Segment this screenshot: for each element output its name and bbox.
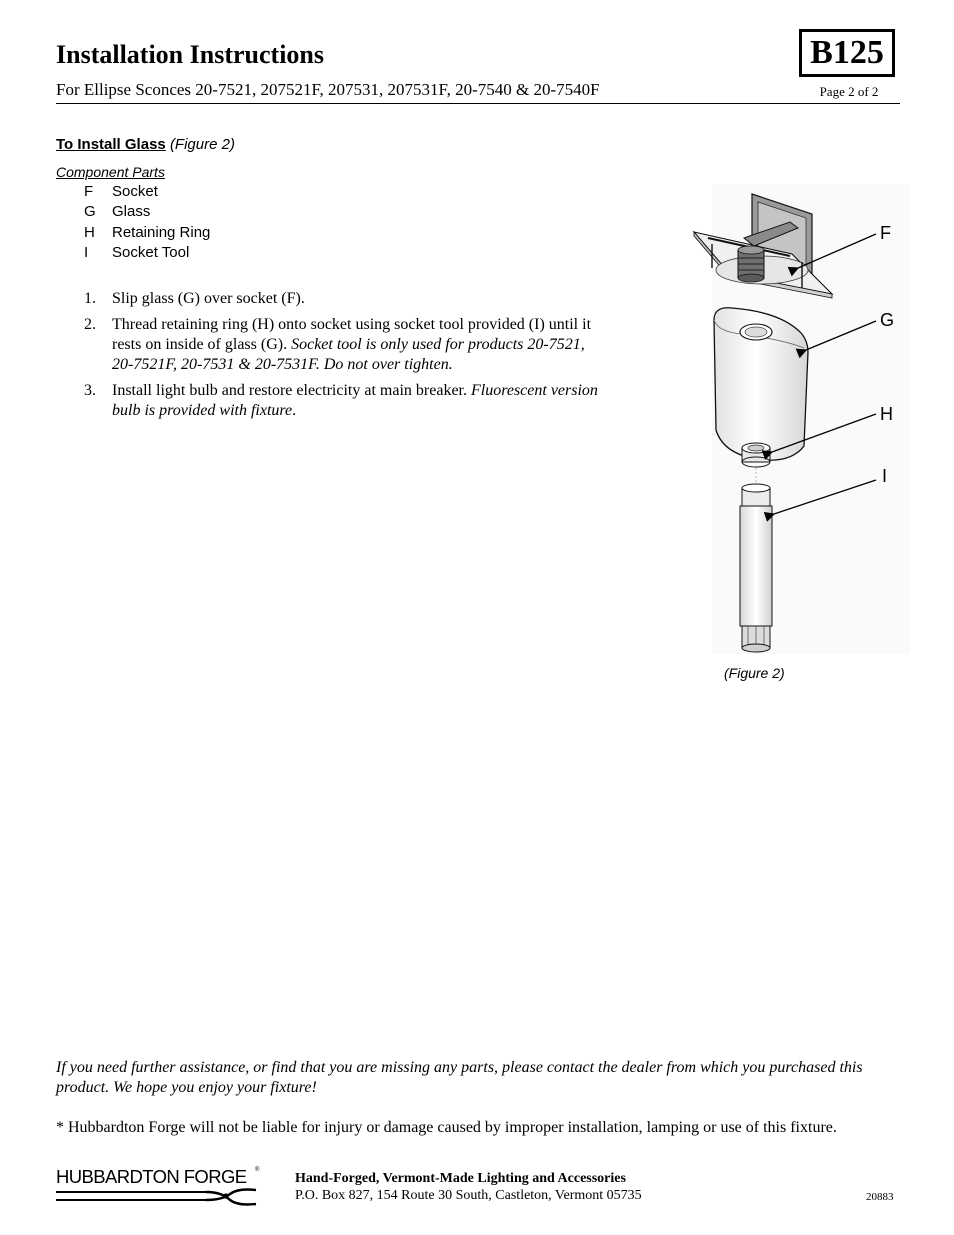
liability-disclaimer: * Hubbardton Forge will not be liable for injury or damage caused by improper installation, lamping or use of this fixture. bbox=[56, 1119, 837, 1136]
company-address: P.O. Box 827, 154 Route 30 South, Castleton, Vermont 05735 bbox=[295, 1188, 642, 1203]
part-name: Socket Tool bbox=[112, 243, 190, 261]
document-number-badge: B125 bbox=[799, 29, 895, 77]
step-number: 3. bbox=[84, 382, 96, 399]
part-letter: G bbox=[84, 203, 96, 221]
component-parts-heading: Component Parts bbox=[56, 164, 165, 180]
part-letter: I bbox=[84, 243, 89, 261]
assistance-note: If you need further assistance, or find that you are missing any parts, please contact the dealer from which you purchased this product. We hope you enjoy your fixture! bbox=[56, 1059, 863, 1096]
step-text: Thread retaining ring (H) onto socket using socket tool provided (I) bbox=[112, 316, 545, 333]
callout-label-f: F bbox=[880, 223, 891, 243]
company-tagline: Hand-Forged, Vermont-Made Lighting and Accessories bbox=[295, 1171, 626, 1186]
figure-caption: (Figure 2) bbox=[724, 665, 785, 681]
part-letter: F bbox=[84, 183, 94, 200]
page-title: Installation Instructions bbox=[56, 40, 324, 69]
list-item bbox=[84, 183, 210, 203]
part-name: Socket bbox=[112, 183, 158, 200]
socket-f bbox=[738, 246, 764, 282]
section-heading bbox=[56, 136, 235, 153]
step-number: 1. bbox=[84, 290, 96, 307]
section-figure-ref: (Figure 2) bbox=[169, 136, 235, 153]
step-item bbox=[84, 289, 604, 309]
callout-label-h: H bbox=[880, 404, 893, 424]
instruction-steps bbox=[84, 289, 604, 427]
callout-label-i: I bbox=[882, 466, 888, 486]
step-note: Fluorescent version bulb is provided with fixture bbox=[112, 382, 598, 419]
part-letter: H bbox=[84, 223, 95, 241]
list-item bbox=[84, 203, 210, 223]
step-note: Socket tool is only used for products 20-7521, 20-7521F, 20-7531 & 20-7531F. Do not over tighten. bbox=[112, 336, 585, 373]
step-text: Install light bulb and restore electricity at main breaker. bbox=[112, 382, 467, 399]
step-text: Slip glass (G) over socket (F). bbox=[112, 290, 305, 307]
header-divider bbox=[56, 103, 900, 104]
page-subtitle: For Ellipse Sconces 20-7521, 207521F, 207531, 207531F, 20-7540 & 20-7540F bbox=[56, 80, 600, 99]
part-name: Retaining Ring bbox=[112, 223, 211, 241]
list-item bbox=[84, 224, 210, 244]
step-item bbox=[84, 381, 604, 421]
hubbardton-forge-logo bbox=[56, 1166, 266, 1210]
document-code: 20883 bbox=[866, 1191, 894, 1203]
step-text-continued: until it rests on inside of glass (G). bbox=[112, 316, 592, 353]
logo-registered-mark: ® bbox=[255, 1167, 260, 1173]
callout-label-g: G bbox=[880, 310, 895, 330]
section-title: To Install Glass bbox=[56, 136, 166, 153]
part-name: Glass bbox=[112, 203, 151, 221]
list-item bbox=[84, 244, 210, 264]
glass-g bbox=[714, 308, 808, 460]
logo-wordmark: HUBBARDTON FORGE bbox=[56, 1166, 247, 1187]
step-end-punctuation: . bbox=[292, 402, 297, 419]
step-item bbox=[84, 315, 604, 375]
figure-2-illustration bbox=[672, 184, 912, 664]
logo-tongs-icon bbox=[56, 1188, 260, 1206]
step-number: 2. bbox=[84, 316, 96, 333]
page-number: Page 2 of 2 bbox=[819, 84, 879, 99]
socket-tool-i bbox=[740, 468, 772, 652]
component-parts-list bbox=[84, 183, 210, 264]
